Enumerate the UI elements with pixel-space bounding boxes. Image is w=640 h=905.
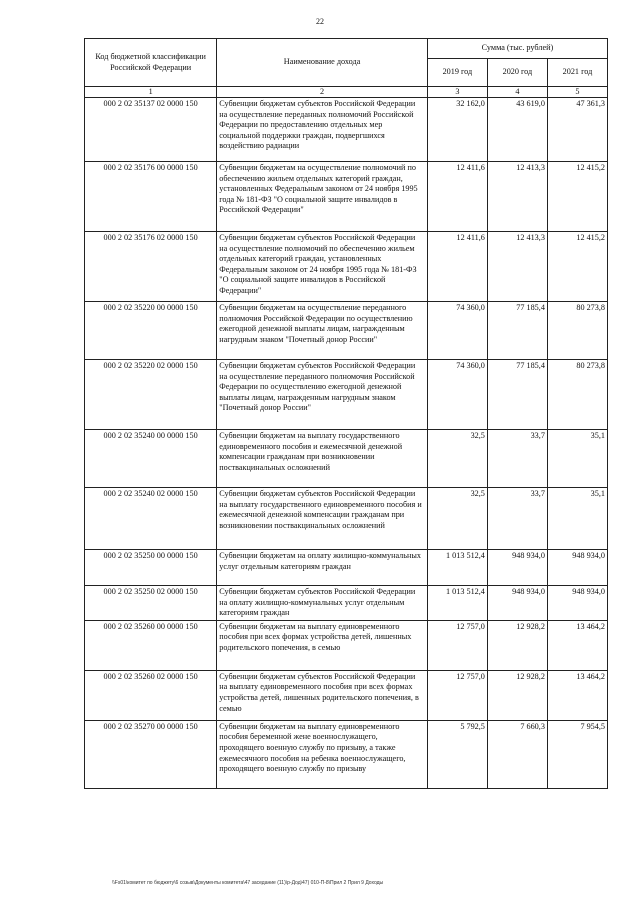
- row-value-2020: 12 413,3: [487, 162, 547, 232]
- row-name: Субвенции бюджетам субъектов Российской Федерации на осуществление переданных полномочий Российской Федерации по предоставлению отдельных мер социальной поддержки граждан, подвергшихся воздействию радиации: [217, 98, 428, 162]
- row-code: 000 2 02 35220 02 0000 150: [85, 360, 217, 430]
- row-name: Субвенции бюджетам субъектов Российской Федерации на осуществление переданного полномочия Российской Федерации по осуществлению ежегодной денежной выплаты лицам, награжденным нагрудным знаком "Почетный донор России": [217, 360, 428, 430]
- row-code: 000 2 02 35240 02 0000 150: [85, 488, 217, 550]
- table-row: [85, 720, 608, 788]
- row-name: Субвенции бюджетам субъектов Российской Федерации на выплату государственного единовременного пособия и ежемесячной денежной компенсации гражданам при возникновении поствакцинальных осложнений: [217, 488, 428, 550]
- row-value-2021: 80 273,8: [547, 360, 607, 430]
- row-value-2019: 12 757,0: [427, 670, 487, 720]
- row-value-2020: 7 660,3: [487, 720, 547, 788]
- column-index: 3: [427, 87, 487, 98]
- row-value-2021: 80 273,8: [547, 302, 607, 360]
- row-value-2019: 74 360,0: [427, 302, 487, 360]
- row-value-2020: 77 185,4: [487, 360, 547, 430]
- table-row: [85, 670, 608, 720]
- row-value-2019: 5 792,5: [427, 720, 487, 788]
- row-value-2021: 12 415,2: [547, 162, 607, 232]
- row-name: Субвенции бюджетам на выплату единовременного пособия при всех формах устройства детей, лишенных родительского попечения, в семью: [217, 620, 428, 670]
- row-code: 000 2 02 35176 02 0000 150: [85, 232, 217, 302]
- row-value-2020: 33,7: [487, 488, 547, 550]
- revenue-table: [84, 38, 608, 789]
- row-value-2021: 948 934,0: [547, 550, 607, 586]
- row-value-2020: 33,7: [487, 430, 547, 488]
- row-name: Субвенции бюджетам на оплату жилищно-коммунальных услуг отдельным категориям граждан: [217, 550, 428, 586]
- table-row: [85, 488, 608, 550]
- table-row: [85, 620, 608, 670]
- header-name: Наименование дохода: [217, 39, 428, 87]
- column-index: 4: [487, 87, 547, 98]
- row-value-2019: 1 013 512,4: [427, 550, 487, 586]
- table-row: [85, 162, 608, 232]
- header-year-2019: 2019 год: [427, 59, 487, 87]
- row-value-2021: 12 415,2: [547, 232, 607, 302]
- table-row: [85, 430, 608, 488]
- file-path-footer: \\Fs01\комитет по бюджету\6 созыв\Документы комитета\47 заседание (11)\р-Дод\47) 010-П-8\Прил 2 Прил 9 Доходы: [112, 880, 384, 886]
- row-value-2020: 12 413,3: [487, 232, 547, 302]
- row-code: 000 2 02 35240 00 0000 150: [85, 430, 217, 488]
- row-value-2019: 12 411,6: [427, 232, 487, 302]
- row-name: Субвенции бюджетам субъектов Российской Федерации на осуществление полномочий по обеспечению жильем отдельных категорий граждан, установленных Федеральным законом от 24 ноября 1995 года № 181-ФЗ "О социальной защите инвалидов в Российской Федерации": [217, 232, 428, 302]
- header-code: Код бюджетной классификации Российской Федерации: [85, 39, 217, 87]
- header-year-2020: 2020 год: [487, 59, 547, 87]
- row-name: Субвенции бюджетам субъектов Российской Федерации на оплату жилищно-коммунальных услуг отдельным категориям граждан: [217, 586, 428, 621]
- row-value-2020: 12 928,2: [487, 620, 547, 670]
- row-value-2021: 35,1: [547, 430, 607, 488]
- row-code: 000 2 02 35250 02 0000 150: [85, 586, 217, 621]
- table-row: [85, 550, 608, 586]
- row-name: Субвенции бюджетам на осуществление переданного полномочия Российской Федерации по осуществлению ежегодной денежной выплаты лицам, награжденным нагрудным знаком "Почетный донор России": [217, 302, 428, 360]
- row-value-2019: 74 360,0: [427, 360, 487, 430]
- row-code: 000 2 02 35250 00 0000 150: [85, 550, 217, 586]
- row-value-2019: 32 162,0: [427, 98, 487, 162]
- row-value-2020: 77 185,4: [487, 302, 547, 360]
- column-index: 1: [85, 87, 217, 98]
- table-row: [85, 232, 608, 302]
- row-code: 000 2 02 35260 00 0000 150: [85, 620, 217, 670]
- row-value-2021: 948 934,0: [547, 586, 607, 621]
- table-row: [85, 360, 608, 430]
- row-value-2020: 43 619,0: [487, 98, 547, 162]
- row-value-2019: 12 411,6: [427, 162, 487, 232]
- row-name: Субвенции бюджетам на выплату единовременного пособия беременной жене военнослужащего, проходящего военную службу по призыву, а также ежемесячного пособия на ребенка военнослужащего, проходящего военную службу по призыву: [217, 720, 428, 788]
- row-value-2021: 13 464,2: [547, 670, 607, 720]
- row-name: Субвенции бюджетам на выплату государственного единовременного пособия и ежемесячной денежной компенсации гражданам при возникновении поствакцинальных осложнений: [217, 430, 428, 488]
- table-row: [85, 98, 608, 162]
- table-row: [85, 302, 608, 360]
- row-value-2019: 12 757,0: [427, 620, 487, 670]
- column-index: 5: [547, 87, 607, 98]
- row-value-2021: 7 954,5: [547, 720, 607, 788]
- row-value-2021: 47 361,3: [547, 98, 607, 162]
- header-year-2021: 2021 год: [547, 59, 607, 87]
- header-sum: Сумма (тыс. рублей): [427, 39, 607, 59]
- column-index: 2: [217, 87, 428, 98]
- row-code: 000 2 02 35137 02 0000 150: [85, 98, 217, 162]
- table-row: [85, 586, 608, 621]
- row-code: 000 2 02 35220 00 0000 150: [85, 302, 217, 360]
- row-code: 000 2 02 35260 02 0000 150: [85, 670, 217, 720]
- row-value-2020: 948 934,0: [487, 550, 547, 586]
- row-value-2020: 948 934,0: [487, 586, 547, 621]
- row-name: Субвенции бюджетам на осуществление полномочий по обеспечению жильем отдельных категорий граждан, установленных Федеральным законом от 24 ноября 1995 года № 181-ФЗ "О социальной защите инвалидов в Российской Федерации": [217, 162, 428, 232]
- row-code: 000 2 02 35270 00 0000 150: [85, 720, 217, 788]
- row-value-2021: 35,1: [547, 488, 607, 550]
- row-value-2019: 1 013 512,4: [427, 586, 487, 621]
- row-value-2019: 32,5: [427, 430, 487, 488]
- page-number: 22: [316, 17, 324, 26]
- row-name: Субвенции бюджетам субъектов Российской Федерации на выплату единовременного пособия при всех формах устройства детей, лишенных родительского попечения, в семью: [217, 670, 428, 720]
- row-value-2021: 13 464,2: [547, 620, 607, 670]
- row-value-2020: 12 928,2: [487, 670, 547, 720]
- row-code: 000 2 02 35176 00 0000 150: [85, 162, 217, 232]
- row-value-2019: 32,5: [427, 488, 487, 550]
